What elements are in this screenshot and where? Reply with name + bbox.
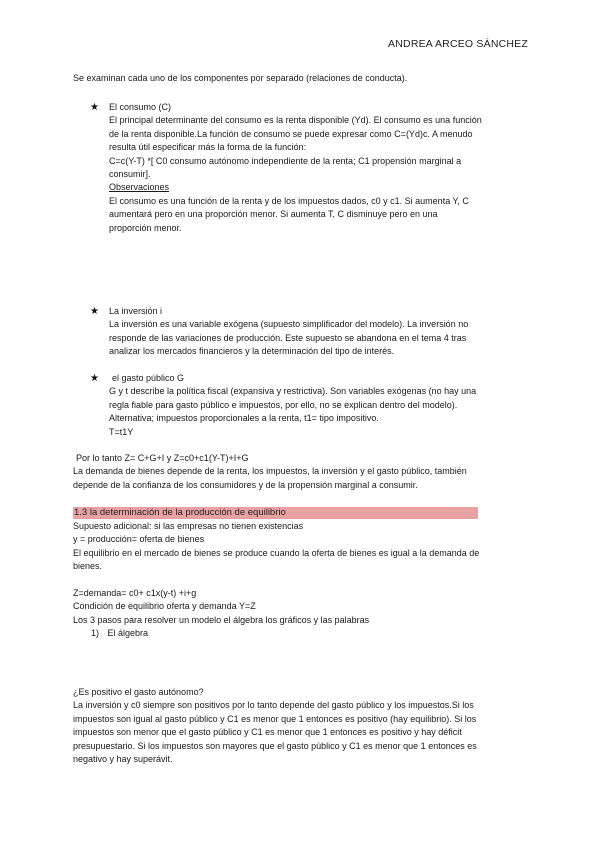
question-line: La inversión y c0 siempre son positivos por lo tanto depende del gasto público y los impuestos.Si los bbox=[73, 700, 474, 711]
question-line: presupuestario. Si los impuestos son mayores que el gasto público y C1 es menor que 1 entonces es bbox=[73, 740, 477, 751]
inversion-title: La inversión i bbox=[109, 306, 163, 316]
consumo-line: El principal determinante del consumo es la renta disponible (Yd). El consumo es una función bbox=[109, 115, 482, 126]
section-line: Supuesto adicional: si las empresas no tienen existencias bbox=[73, 521, 304, 531]
section-line: bienes. bbox=[73, 561, 103, 572]
consumo-title: El consumo (C) bbox=[109, 102, 172, 112]
consumo-line: de la renta disponible.La función de consumo se puede expresar como C=(Yd)c. A menudo bbox=[109, 128, 473, 139]
gasto-line: regla fiable para gasto público e impuestos, por ello, no se explican dentro del modelo). bbox=[109, 399, 458, 410]
consumo-block bbox=[90, 101, 528, 235]
equilibrium-line: Condición de equilibrio oferta y demanda Y=Z bbox=[73, 601, 256, 612]
gasto-title: el gasto público G bbox=[112, 373, 185, 383]
consumo-line: C=c(Y-T) *[ C0 consumo autónomo independiente de la renta; C1 propensión marginal a bbox=[109, 155, 462, 166]
inversion-line: responde de las variaciones de producción. Este supuesto se abandona en el tema 4 tras bbox=[109, 332, 467, 343]
consumo-line: resulta útil especificar más la forma de la función: bbox=[109, 142, 307, 153]
summary-formula: Por lo tanto Z= C+G+I y Z=c0+c1(Y-T)+I+G bbox=[76, 453, 249, 463]
summary-line: depende de la confianza de los consumidores y de la propensión marginal a consumir. bbox=[73, 479, 418, 490]
question-line: negativo y hay superávit. bbox=[73, 754, 173, 765]
question-title: ¿Es positivo el gasto autónomo? bbox=[73, 687, 204, 697]
question-block bbox=[73, 686, 529, 766]
step-label: El álgebra bbox=[107, 628, 149, 639]
gasto-body bbox=[90, 385, 528, 439]
inversion-body bbox=[90, 318, 528, 358]
question-line: impuestos son igual al gasto público y C1 es menor que 1 entonces es positivo (hay equilibrio). Si los bbox=[73, 713, 477, 724]
section-line: y = producción= oferta de bienes bbox=[73, 534, 205, 545]
equilibrium-line: Z=demanda= c0+ c1x(y-t) +i+g bbox=[73, 588, 197, 598]
gasto-line: T=t1Y bbox=[109, 426, 134, 437]
step-number: 1) bbox=[91, 628, 100, 639]
consumo-line: consumir]. bbox=[109, 169, 151, 180]
inversion-line: analizar los mercados financieros y la determinación del tipo de interés. bbox=[109, 346, 395, 357]
consumo-body bbox=[90, 114, 528, 235]
numbered-step bbox=[73, 627, 529, 640]
inversion-block bbox=[90, 305, 528, 359]
gasto-line: G y t describe la política fiscal (expansiva y restrictiva). Son variables exógenas (no hay una bbox=[109, 386, 477, 397]
author-name: ANDREA ARCEO SÁNCHEZ bbox=[388, 38, 528, 50]
section-body bbox=[73, 520, 529, 574]
inversion-line: La inversión es una variable exógena (supuesto simplificador del modelo). La inversión no bbox=[109, 319, 469, 330]
equilibrium-line: Los 3 pasos para resolver un modelo el álgebra los gráficos y las palabras bbox=[73, 614, 370, 625]
observaciones-line: aumentará pero en una proporción menor. Si aumenta T, C disminuye pero en una bbox=[109, 209, 438, 220]
gasto-line: Alternativa; impuestos proporcionales a la renta, t1= tipo impositivo. bbox=[109, 413, 379, 424]
summary-line: La demanda de bienes depende de la renta, los impuestos, la inversión y el gasto público, también bbox=[73, 466, 467, 477]
observaciones-line: El consumo es una función de la renta y de los impuestos dados, c0 y c1. Si aumenta Y, C bbox=[109, 195, 469, 206]
star-bullet-icon: ★ bbox=[90, 373, 99, 384]
star-bullet-icon: ★ bbox=[90, 306, 99, 317]
gasto-block bbox=[90, 372, 528, 439]
star-bullet-icon: ★ bbox=[90, 102, 99, 113]
observaciones-line: proporción menor. bbox=[109, 222, 182, 233]
intro-text: Se examinan cada uno de los componentes por separado (relaciones de conducta). bbox=[73, 73, 408, 83]
question-line: impuestos son menor que el gasto público y C1 es menor que 1 entonces es positivo y hay déficit bbox=[73, 727, 462, 738]
observaciones-heading: Observaciones bbox=[109, 182, 170, 193]
section-line: El equilibrio en el mercado de bienes se produce cuando la oferta de bienes es igual a la demanda de bbox=[73, 547, 480, 558]
summary-block bbox=[73, 452, 529, 492]
section-title: 1.3 la determinación de la producción de equilibrio bbox=[74, 507, 286, 518]
equilibrium-block bbox=[73, 587, 529, 641]
